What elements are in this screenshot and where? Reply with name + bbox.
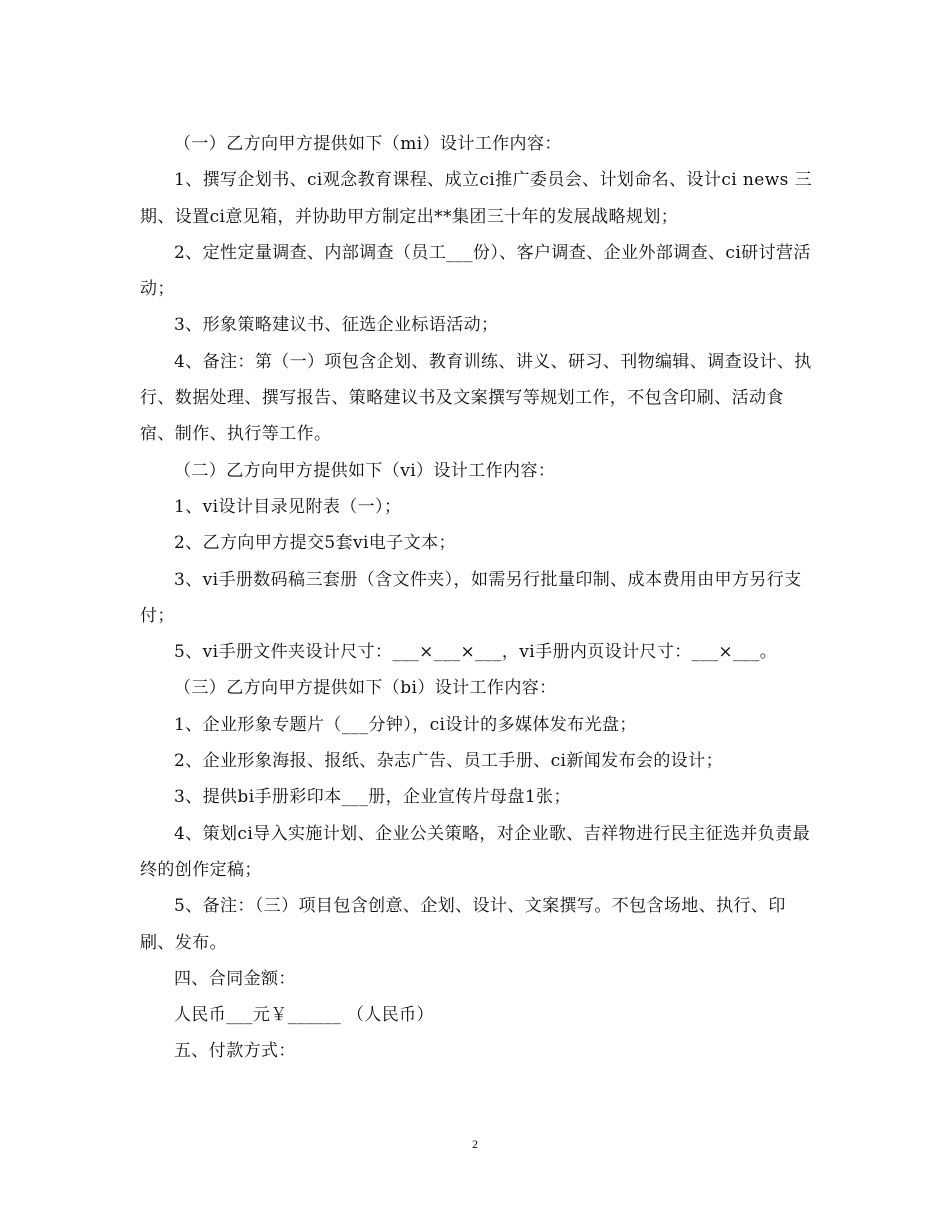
paragraph-bi-item-2: 2、企业形象海报、报纸、杂志广告、员工手册、ci新闻发布会的设计； [174, 751, 723, 772]
section-heading-contract-amount: 四、合同金额： [174, 968, 296, 989]
paragraph-mi-note: 4、备注：第（一）项包含企划、教育训练、讲义、研习、刊物编辑、调查设计、执行、数据处理、撰写报告、策略建议书及文案撰写等规划工作，不包含印刷、活动食宿、制作、执行等工作。 [140, 351, 812, 445]
paragraph-mi-item-3: 3、形象策略建议书、征选企业标语活动； [174, 315, 499, 336]
paragraph-mi-item-2: 2、定性定量调查、内部调查（员工___份）、客户调查、企业外部调查、ci研讨营活动； [140, 242, 811, 300]
paragraph-bi-item-1: 1、企业形象专题片（___分钟），ci设计的多媒体发布光盘； [174, 714, 637, 735]
page-number: 2 [472, 1137, 478, 1151]
paragraph-vi-item-2: 2、乙方向甲方提交5套vi电子文本； [174, 533, 456, 554]
section-heading-vi: （二）乙方向甲方提供如下（vi）设计工作内容： [174, 460, 556, 481]
paragraph-bi-item-4: 4、策划ci导入实施计划、企业公关策略，对企业歌、吉祥物进行民主征选并负责最终的创作定稿； [140, 823, 810, 880]
paragraph-mi-item-1: 1、撰写企划书、ci观念教育课程、成立ci推广委员会、计划命名、设计ci news 三期、设置ci意见箱，并协助甲方制定出**集团三十年的发展战略规划； [140, 170, 812, 227]
paragraph-vi-item-1: 1、vi设计目录见附表（一）； [174, 496, 402, 517]
paragraph-bi-item-3: 3、提供bi手册彩印本___册，企业宣传片母盘1张； [174, 787, 571, 808]
paragraph-vi-item-3: 3、vi手册数码稿三套册（含文件夹），如需另行批量印制、成本费用由甲方另行支付； [140, 569, 802, 626]
document-body [140, 126, 812, 1070]
section-heading-payment-method: 五、付款方式： [174, 1041, 296, 1062]
section-heading-mi: （一）乙方向甲方提供如下（mi）设计工作内容： [174, 134, 562, 154]
paragraph-bi-note: 5、备注：（三）项目包含创意、企划、设计、文案撰写。不包含场地、执行、印刷、发布。 [140, 896, 786, 953]
paragraph-vi-item-5: 5、vi手册文件夹设计尺寸：___×___×___，vi手册内页设计尺寸：___×___。 [174, 642, 778, 663]
section-heading-bi: （三）乙方向甲方提供如下（bi）设计工作内容： [174, 678, 557, 699]
paragraph-contract-amount: 人民币___元￥______ （人民币） [174, 1005, 434, 1026]
